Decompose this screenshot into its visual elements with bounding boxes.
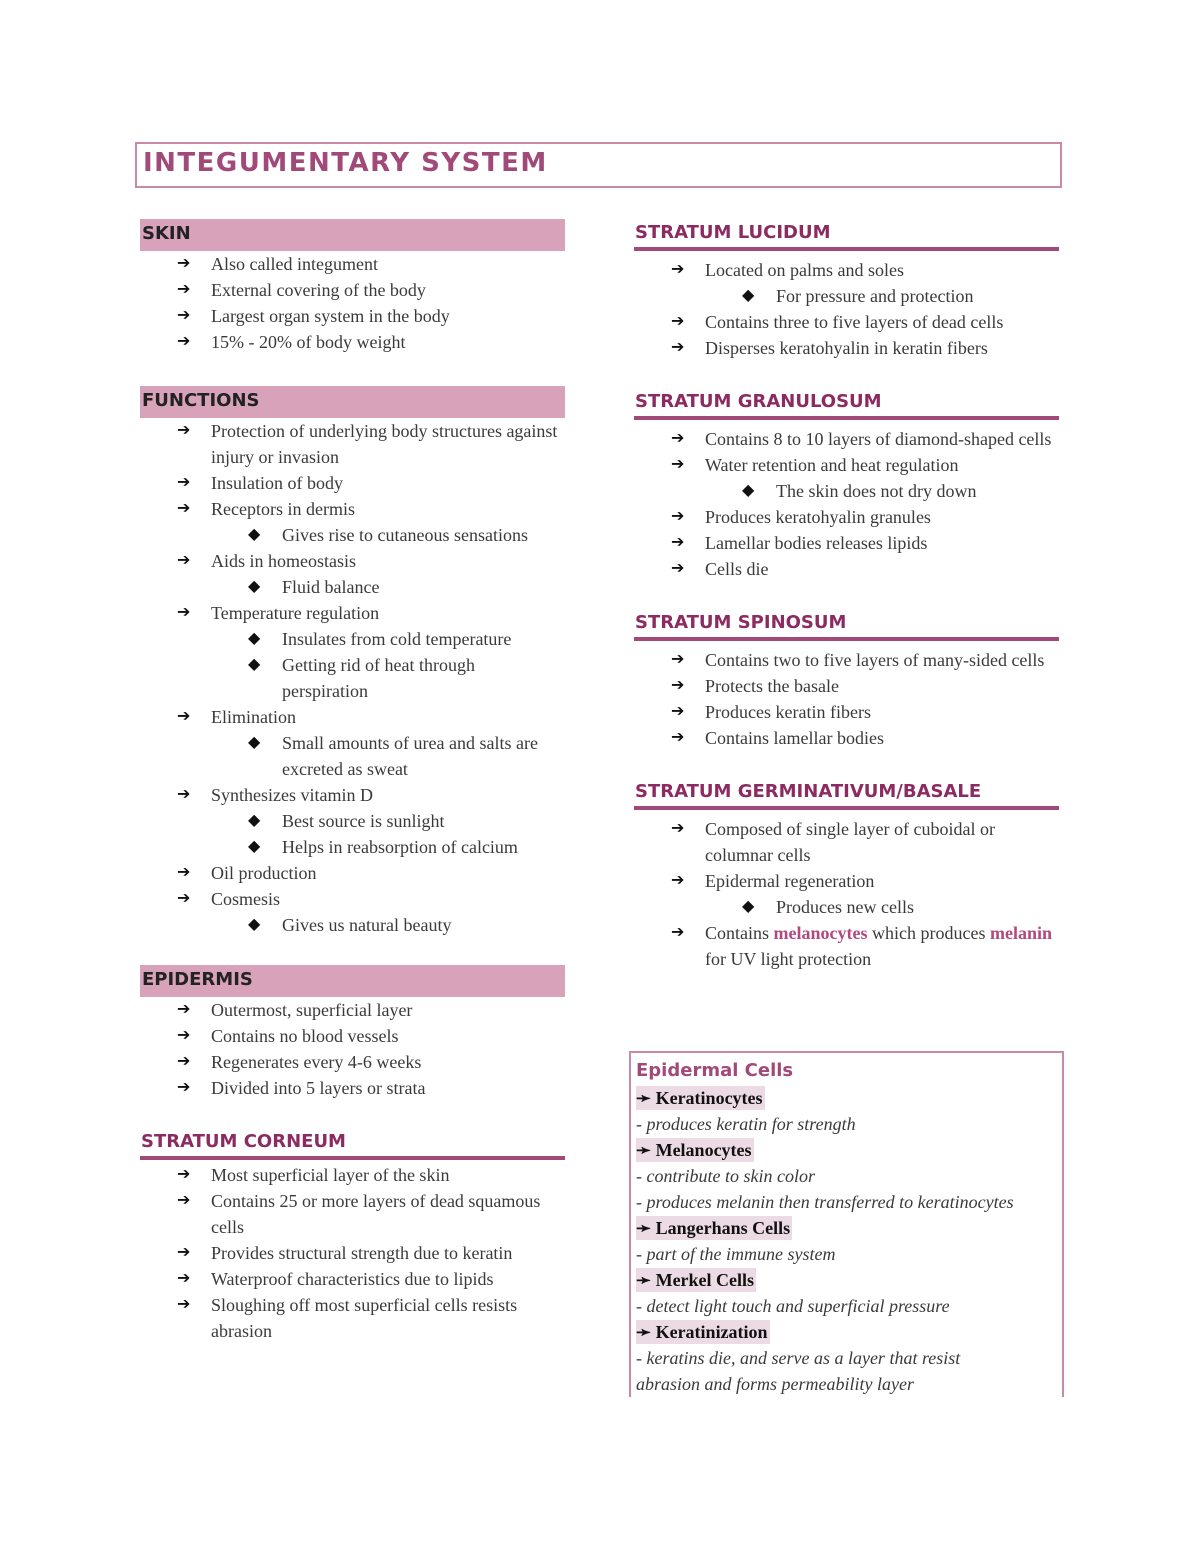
- list-item: ➔ Protection of underlying body structures against injury or invasion: [140, 418, 565, 470]
- list-item: ➔ Aids in homeostasis: [140, 548, 565, 574]
- section-heading: STRATUM SPINOSUM: [634, 609, 1059, 641]
- list-item: ➔ Contains 25 or more layers of dead squamous cells: [140, 1188, 565, 1240]
- sub-list-item: ◆ Produces new cells: [634, 894, 1059, 920]
- list-item: ➔ Synthesizes vitamin D: [140, 782, 565, 808]
- term-langerhans-cells: ➛ Langerhans Cells: [636, 1218, 791, 1238]
- list-item: ➔ Produces keratohyalin granules: [634, 504, 1059, 530]
- term-keratinization: ➛ Keratinization: [636, 1322, 768, 1342]
- section-heading: EPIDERMIS: [140, 965, 565, 997]
- section-stratum-basale: [634, 778, 1059, 972]
- section-stratum-lucidum: [634, 219, 1059, 361]
- section-heading: FUNCTIONS: [140, 386, 565, 418]
- epidermal-cells-box: [629, 1051, 1064, 1397]
- sub-list-item: ◆ Insulates from cold temperature: [140, 626, 565, 652]
- list-item: ➔ Epidermal regeneration: [634, 868, 1059, 894]
- list-item: ➔ Protects the basale: [634, 673, 1059, 699]
- bullet-list: [140, 418, 565, 938]
- highlight-melanin: melanin: [989, 923, 1052, 943]
- list-item: ➔ Temperature regulation: [140, 600, 565, 626]
- list-item: ➔ Insulation of body: [140, 470, 565, 496]
- text: Contains: [705, 923, 774, 943]
- sub-list-item: ◆ Best source is sunlight: [140, 808, 565, 834]
- list-item: ➔ Disperses keratohyalin in keratin fibers: [634, 335, 1059, 361]
- term-merkel-cells: ➛ Merkel Cells: [636, 1270, 755, 1290]
- sub-list-item: ◆ Fluid balance: [140, 574, 565, 600]
- list-item: ➔ Provides structural strength due to keratin: [140, 1240, 565, 1266]
- section-heading: STRATUM LUCIDUM: [634, 219, 1059, 251]
- term-description: - detect light touch and superficial pressure: [636, 1296, 950, 1316]
- bullet-list: [140, 251, 565, 355]
- sub-list-item: ◆ Gives us natural beauty: [140, 912, 565, 938]
- term-melanocytes: ➛ Melanocytes: [636, 1140, 752, 1160]
- list-item: ➔ Sloughing off most superficial cells resists abrasion: [140, 1292, 565, 1344]
- list-item: ➔ Receptors in dermis: [140, 496, 565, 522]
- term-description: - contribute to skin color: [636, 1166, 815, 1186]
- text: which produces: [867, 923, 990, 943]
- list-item: ➔ Outermost, superficial layer: [140, 997, 565, 1023]
- list-item-melanocytes: [634, 920, 1059, 972]
- list-item: ➔ Water retention and heat regulation: [634, 452, 1059, 478]
- section-heading: STRATUM GRANULOSUM: [634, 388, 1059, 420]
- list-item: ➔ Contains two to five layers of many-sided cells: [634, 647, 1059, 673]
- term-description: - part of the immune system: [636, 1244, 836, 1264]
- list-item: ➔ Composed of single layer of cuboidal or columnar cells: [634, 816, 1059, 868]
- page-title: INTEGUMENTARY SYSTEM: [143, 148, 548, 178]
- term-description: - keratins die, and serve as a layer that resist abrasion and forms permeability layer: [636, 1348, 961, 1394]
- sub-list-item: ◆ Small amounts of urea and salts are excreted as sweat: [140, 730, 565, 782]
- section-epidermis: [140, 965, 565, 1101]
- highlight-melanocytes: melanocytes: [773, 923, 868, 943]
- section-stratum-corneum: [140, 1128, 565, 1344]
- sub-list-item: ◆ For pressure and protection: [634, 283, 1059, 309]
- term-keratinocytes: ➛ Keratinocytes: [636, 1088, 763, 1108]
- section-functions: [140, 386, 565, 938]
- bullet-list: [634, 647, 1059, 751]
- list-item: ➔ Elimination: [140, 704, 565, 730]
- list-item: ➔ Cosmesis: [140, 886, 565, 912]
- list-item: ➔ Located on palms and soles: [634, 257, 1059, 283]
- list-item: ➔ Cells die: [634, 556, 1059, 582]
- list-item: ➔ Produces keratin fibers: [634, 699, 1059, 725]
- section-stratum-spinosum: [634, 609, 1059, 751]
- list-item: ➔ 15% - 20% of body weight: [140, 329, 565, 355]
- bullet-list: [634, 816, 1059, 972]
- list-item: ➔ Contains no blood vessels: [140, 1023, 565, 1049]
- bullet-list: [140, 997, 565, 1101]
- list-item: ➔ Divided into 5 layers or strata: [140, 1075, 565, 1101]
- list-item: ➔ Lamellar bodies releases lipids: [634, 530, 1059, 556]
- title-box: [135, 142, 1062, 188]
- list-item: ➔ Contains lamellar bodies: [634, 725, 1059, 751]
- box-title: Epidermal Cells: [636, 1060, 794, 1081]
- list-item: ➔ Waterproof characteristics due to lipids: [140, 1266, 565, 1292]
- section-heading: STRATUM GERMINATIVUM/BASALE: [634, 778, 1059, 810]
- list-item: ➔ Contains 8 to 10 layers of diamond-shaped cells: [634, 426, 1059, 452]
- term-description: - produces melanin then transferred to keratinocytes: [636, 1192, 1014, 1212]
- right-column: [634, 219, 1059, 972]
- left-column: [140, 219, 565, 1344]
- list-item: ➔ Largest organ system in the body: [140, 303, 565, 329]
- list-item: ➔ Most superficial layer of the skin: [140, 1162, 565, 1188]
- section-heading: STRATUM CORNEUM: [140, 1128, 565, 1160]
- bullet-list: [140, 1162, 565, 1344]
- list-item: ➔ Also called integument: [140, 251, 565, 277]
- term-description: - produces keratin for strength: [636, 1114, 856, 1134]
- bullet-list: [634, 426, 1059, 582]
- bullet-list: [634, 257, 1059, 361]
- sub-list-item: ◆ Getting rid of heat through perspiration: [140, 652, 565, 704]
- list-item: ➔ Regenerates every 4-6 weeks: [140, 1049, 565, 1075]
- text: for UV light protection: [705, 949, 872, 969]
- sub-list-item: ◆ The skin does not dry down: [634, 478, 1059, 504]
- sub-list-item: ◆ Gives rise to cutaneous sensations: [140, 522, 565, 548]
- section-heading: SKIN: [140, 219, 565, 251]
- sub-list-item: ◆ Helps in reabsorption of calcium: [140, 834, 565, 860]
- list-item: ➔ External covering of the body: [140, 277, 565, 303]
- list-item: ➔ Oil production: [140, 860, 565, 886]
- section-skin: [140, 219, 565, 355]
- section-stratum-granulosum: [634, 388, 1059, 582]
- list-item: ➔ Contains three to five layers of dead cells: [634, 309, 1059, 335]
